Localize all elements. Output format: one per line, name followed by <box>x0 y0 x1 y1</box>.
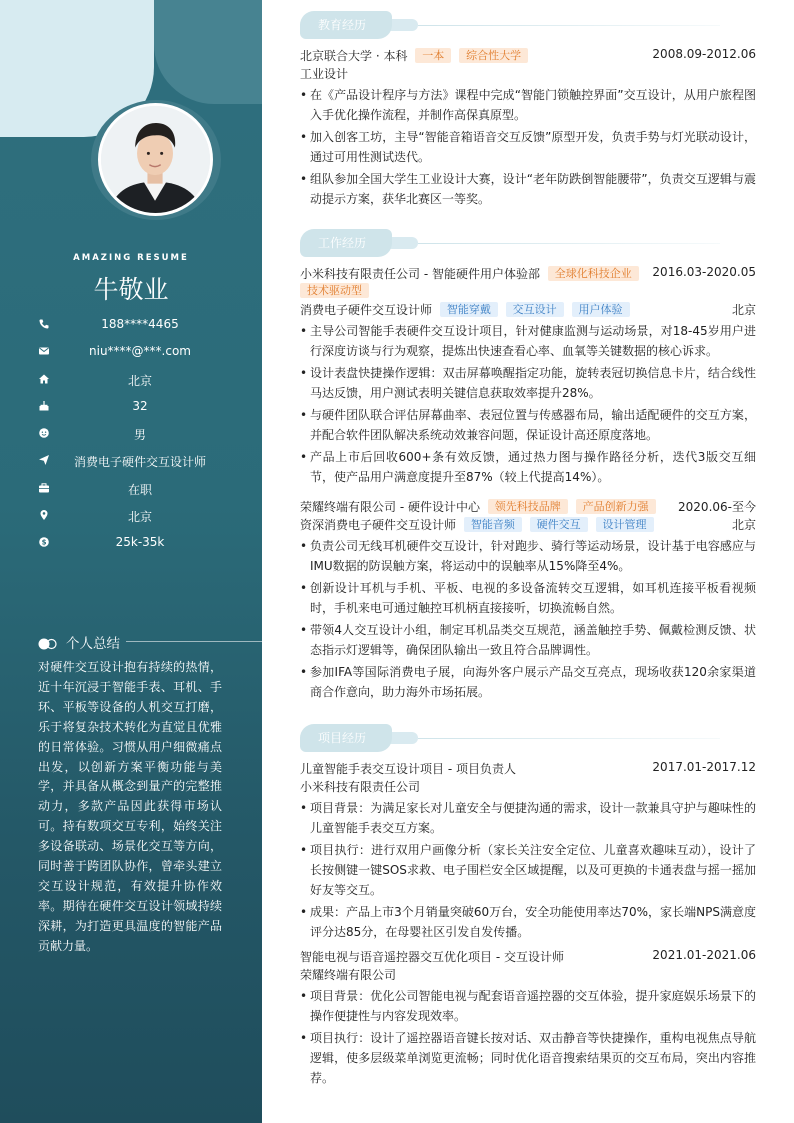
avatar <box>98 103 213 216</box>
section-title: 工作经历 <box>300 229 392 257</box>
tag: 一本 <box>415 48 451 63</box>
date-range: 2016.03-2020.05 <box>652 265 756 279</box>
company-name: 荣耀终端有限公司 - 硬件设计中心 <box>300 500 480 514</box>
company-name: 小米科技有限责任公司 - 智能硬件用户体验部 <box>300 267 540 281</box>
info-row-home <box>0 371 262 398</box>
summary-title: 个人总结 <box>66 636 120 652</box>
mail-icon <box>38 345 50 357</box>
toggle-icon <box>38 635 58 647</box>
project-company: 小米科技有限责任公司 <box>300 780 421 794</box>
tag: 产品创新力强 <box>576 499 656 514</box>
bullet-list <box>300 536 756 702</box>
date-range: 2017.01-2017.12 <box>652 760 756 774</box>
list-item: • 与硬件团队联合评估屏幕曲率、表冠位置与传感器布局，输出适配硬件的交互方案，并配合软件团队解决系统动效兼容问题，保证设计高还原度落地。 <box>300 405 756 445</box>
bullet-list <box>300 321 756 487</box>
education-entry <box>300 47 756 211</box>
gender-value: 男 <box>133 428 146 443</box>
bullet-list <box>300 986 756 1088</box>
list-item: • 设计表盘快捷操作逻辑：双击屏幕唤醒指定功能，旋转表冠切换信息卡片，结合线性马达反馈，用户测试表明关键信息获取效率提升28%。 <box>300 363 756 403</box>
list-item: • 创新设计耳机与手机、平板、电视的多设备流转交互逻辑，如耳机连接平板看视频时，手机来电可通过触控耳机柄直接接听，切换流畅自然。 <box>300 578 756 618</box>
list-item: • 项目背景：为满足家长对儿童安全与便捷沟通的需求，设计一款兼具守护与趣味性的儿童智能手表交互方案。 <box>300 798 756 838</box>
date-range: 2020.06-至今 <box>678 500 756 514</box>
info-row-email <box>0 343 262 370</box>
skill-tag: 智能穿戴 <box>440 302 498 317</box>
project-header <box>300 948 756 966</box>
role-title: 资深消费电子硬件交互设计师 <box>300 518 457 532</box>
skill-tag: 设计管理 <box>596 517 654 532</box>
location-icon <box>38 509 50 521</box>
svg-text:$: $ <box>41 538 47 547</box>
salary-value: 25k-35k <box>115 535 165 550</box>
target-job-value: 消费电子硬件交互设计师 <box>73 455 206 470</box>
avatar-photo <box>101 106 210 213</box>
tag-row <box>296 283 756 301</box>
tag: 综合性大学 <box>459 48 528 63</box>
info-row-status <box>0 480 262 507</box>
send-icon <box>38 454 50 466</box>
skill-tag: 交互设计 <box>506 302 564 317</box>
summary-heading <box>38 632 224 650</box>
divider <box>418 25 720 26</box>
list-item: • 主导公司智能手表硬件交互设计项目，针对健康监测与运动场景，对18-45岁用户进行深度访谈与行为观察，提炼出快速查看心率、血氧等关键数据的核心诉求。 <box>300 321 756 361</box>
list-item: • 带领4人交互设计小组，制定耳机品类交互规范，涵盖触控手势、佩戴检测反馈、状态指示灯逻辑等，确保团队输出一致且符合品牌调性。 <box>300 620 756 660</box>
list-item: • 项目背景：优化公司智能电视与配套语音遥控器的交互体验，提升家庭娱乐场景下的操作便捷性与内容发现效率。 <box>300 986 756 1026</box>
bullet-list <box>300 85 756 209</box>
tag: 全球化科技企业 <box>548 266 639 281</box>
role-title: 消费电子硬件交互设计师 <box>300 303 433 317</box>
project-company: 荣耀终端有限公司 <box>300 968 397 982</box>
age-value: 32 <box>132 398 148 413</box>
section-title: 项目经历 <box>300 724 392 752</box>
work-entry <box>300 265 756 489</box>
role-row <box>300 516 756 534</box>
project-entry <box>300 948 756 1090</box>
info-row-salary <box>0 534 262 561</box>
info-row-gender <box>0 425 262 452</box>
section-header-work <box>300 229 720 257</box>
decor-shape <box>154 0 262 104</box>
project-header <box>300 760 756 778</box>
location-value: 北京 <box>127 510 152 525</box>
work-entry <box>300 498 756 704</box>
gender-icon <box>38 427 50 439</box>
person-name: 牛敬业 <box>93 275 169 304</box>
resume-caption: AMAZING RESUME <box>73 253 189 263</box>
project-name: 儿童智能手表交互设计项目 - 项目负责人 <box>300 762 516 776</box>
education-header <box>300 47 756 65</box>
section-header-projects <box>300 724 720 752</box>
phone-value: 188****4465 <box>101 317 179 331</box>
list-item: • 参加IFA等国际消费电子展，向海外客户展示产品交互亮点，现场收获120余家渠道商合作意向，助力海外市场拓展。 <box>300 662 756 702</box>
list-item: • 项目执行：进行双用户画像分析（家长关注安全定位、儿童喜欢趣味互动），设计了长按侧键一键SOS求救、电子围栏安全区域提醒，以及可更换的卡通表盘与摇一摇加好友等交互。 <box>300 840 756 900</box>
home-icon <box>38 373 50 385</box>
project-entry <box>300 760 756 944</box>
list-item: • 负责公司无线耳机硬件交互设计，针对跑步、骑行等运动场景，设计基于电容感应与IMU数据的防误触方案，将运动中的误触率从15%降至4%。 <box>300 536 756 576</box>
list-item: • 成果：产品上市3个月销量突破60万台，安全功能使用率达70%，家长端NPS满意度评分达85分，在母婴社区引发自发传播。 <box>300 902 756 942</box>
city: 北京 <box>731 303 756 317</box>
summary-text: 对硬件交互设计抱有持续的热情，近十年沉浸于智能手表、耳机、手环、平板等设备的人机交互打磨，乐于将复杂技术转化为直觉且优雅的日常体验。习惯从用户细微痛点出发，以创新方案平衡功能与美学，并具备从概念到量产的完整推动力，多款产品因此获得市场认可。持有数项交互专利，始终关注多设备联动、场景化交互等方向，同时善于跨团队协作，曾牵头建立交互设计规范，有效提升协作效率。期待在硬件交互设计领域持续深耕，为打造更具温度的智能产品贡献力量。 <box>38 660 222 953</box>
skill-tag: 用户体验 <box>572 302 630 317</box>
info-row-target-job <box>0 452 262 479</box>
list-item: • 项目执行：设计了遥控器语音键长按对话、双击静音等快捷操作，重构电视焦点导航逻辑，使多层级菜单浏览更流畅；同时优化语音搜索结果页的交互布局，突出内容推荐。 <box>300 1028 756 1088</box>
date-range: 2021.01-2021.06 <box>652 948 756 962</box>
info-row-location <box>0 507 262 534</box>
list-item: • 加入创客工坊，主导“智能音箱语音交互反馈”原型开发，负责手势与灯光联动设计，通过可用性测试迭代。 <box>300 127 756 167</box>
list-item: • 在《产品设计程序与方法》课程中完成“智能门锁触控界面”交互设计，从用户旅程图入手优化操作流程，并制作高保真原型。 <box>300 85 756 125</box>
list-item: • 产品上市后回收600+条有效反馈，通过热力图与操作路径分析，迭代3版交互细节，使产品用户满意度提升至87%（较上代提高14%）。 <box>300 447 756 487</box>
major: 工业设计 <box>300 67 349 81</box>
info-row-phone <box>0 316 262 343</box>
skill-tag: 硬件交互 <box>530 517 588 532</box>
home-value: 北京 <box>127 373 152 388</box>
divider <box>126 641 262 642</box>
skill-tag: 智能音频 <box>464 517 522 532</box>
email-value: niu****@***.com <box>89 344 191 359</box>
bullet-list <box>300 798 756 942</box>
tag: 领先科技品牌 <box>488 499 568 514</box>
briefcase-icon <box>38 482 50 494</box>
date-range: 2008.09-2012.06 <box>652 47 756 61</box>
status-value: 在职 <box>127 482 152 497</box>
city: 北京 <box>731 518 756 532</box>
section-title: 教育经历 <box>300 11 392 39</box>
divider <box>418 243 720 244</box>
tag: 技术驱动型 <box>300 283 369 298</box>
salary-icon <box>38 536 50 548</box>
sidebar <box>0 0 262 1123</box>
school-name: 北京联合大学 · 本科 <box>300 49 408 63</box>
divider <box>418 738 720 739</box>
section-header-education <box>300 11 720 39</box>
company-header <box>300 498 756 516</box>
contact-info-list <box>0 316 262 562</box>
company-header <box>300 265 756 283</box>
cake-icon <box>38 400 50 412</box>
phone-icon <box>38 318 50 330</box>
info-row-age <box>0 398 262 425</box>
project-name: 智能电视与语音遥控器交互优化项目 - 交互设计师 <box>300 950 564 964</box>
list-item: • 组队参加全国大学生工业设计大赛，设计“老年防跌倒智能腰带”，负责交互逻辑与震动提示方案，获华北赛区一等奖。 <box>300 169 756 209</box>
role-row <box>300 301 756 319</box>
